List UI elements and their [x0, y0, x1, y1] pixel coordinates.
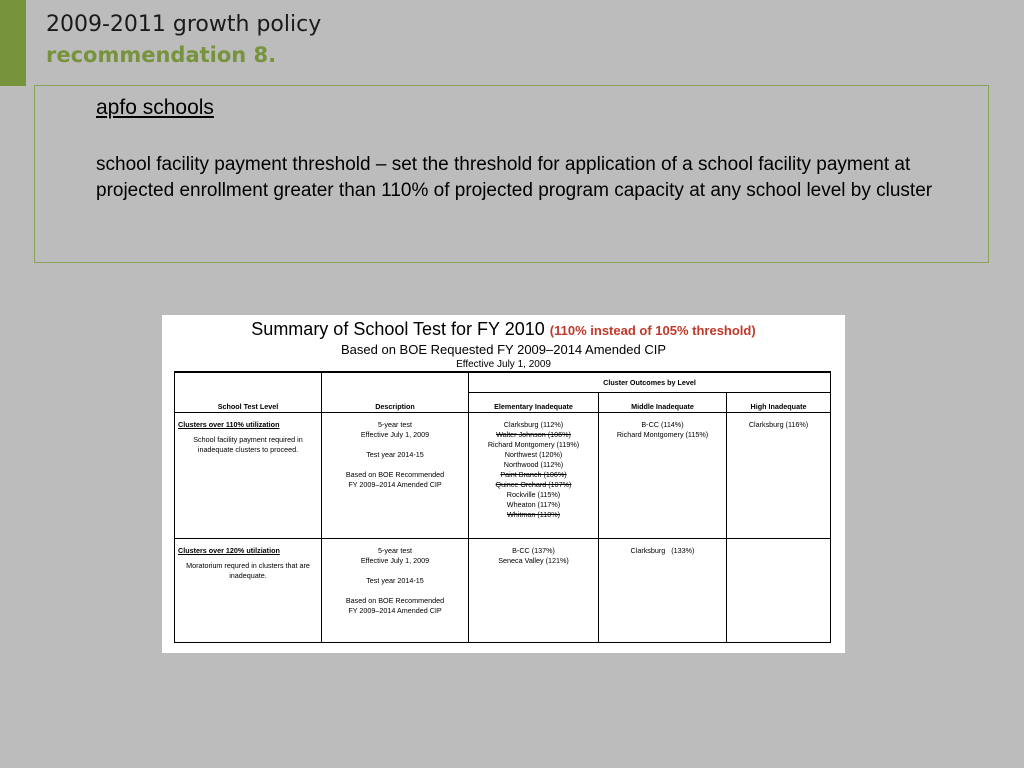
cluster-item: Clarksburg (116%)	[748, 419, 809, 429]
header-elementary: Elementary Inadequate	[469, 392, 599, 412]
middle-cell	[599, 538, 727, 642]
accent-bar	[0, 0, 26, 86]
title-line-1: 2009-2011 growth policy	[46, 12, 322, 37]
title-line-2: recommendation 8.	[46, 43, 277, 67]
table-row	[175, 538, 831, 642]
cluster-item: B-CC (137%)	[512, 545, 555, 555]
cluster-item-struck: Walter Johnson (106%)	[496, 429, 571, 439]
cluster-item: B-CC (114%)	[641, 419, 684, 429]
content-box	[34, 85, 989, 263]
high-cell	[727, 538, 831, 642]
threshold-note: (110% instead of 105% threshold)	[549, 323, 756, 338]
desc-year: Test year 2014-15	[366, 575, 424, 585]
desc-basis-2: FY 2009–2014 Amended CIP	[348, 605, 442, 615]
desc-test: 5-year test	[378, 545, 412, 555]
middle-cell	[599, 412, 727, 538]
description-cell	[322, 538, 469, 642]
summary-effective-date: Effective July 1, 2009	[456, 359, 551, 370]
cluster-item: Clarksburg (133%)	[630, 545, 695, 555]
cluster-item: Richard Montgomery (115%)	[616, 429, 709, 439]
elementary-cell	[469, 412, 599, 538]
cluster-item: Seneca Valley (121%)	[498, 555, 569, 565]
cluster-item: Northwest (120%)	[504, 449, 563, 459]
desc-basis-1: Based on BOE Recommended	[345, 595, 445, 605]
desc-year: Test year 2014-15	[366, 449, 424, 459]
cluster-item: Richard Montgomery (119%)	[487, 439, 580, 449]
cluster-item-struck: Whitman (110%)	[507, 509, 560, 519]
level-note: School facility payment required in inadequate clusters to proceed.	[193, 434, 303, 454]
content-heading: apfo schools	[96, 96, 214, 119]
level-title: Clusters over 120% utilziation	[178, 545, 280, 555]
cluster-item: Clarksburg (112%)	[503, 419, 564, 429]
cluster-item: Wheaton (117%)	[506, 499, 561, 509]
content-body: school facility payment threshold – set the threshold for application of a school facility payment at projected enrollment greater than 110% of projected program capacity at any school level by cluster	[96, 154, 933, 201]
header-middle: Middle Inadequate	[599, 392, 727, 412]
level-cell	[175, 538, 322, 642]
level-title: Clusters over 110% utilization	[178, 419, 280, 429]
header-high: High Inadequate	[727, 392, 831, 412]
level-cell	[175, 412, 322, 538]
desc-basis-2: FY 2009–2014 Amended CIP	[348, 479, 442, 489]
description-cell	[322, 412, 469, 538]
desc-effective: Effective July 1, 2009	[360, 429, 430, 439]
cluster-item: Rockville (115%)	[506, 489, 561, 499]
high-cell	[727, 412, 831, 538]
header-level: School Test Level	[175, 372, 322, 412]
level-note: Moratorium requred in clusters that are inadequate.	[186, 560, 310, 580]
school-test-summary	[162, 315, 845, 653]
cluster-item-struck: Paint Branch (106%)	[500, 469, 567, 479]
elementary-cell	[469, 538, 599, 642]
table-row	[175, 412, 831, 538]
header-description: Description	[322, 372, 469, 412]
cluster-item: Northwood (112%)	[503, 459, 564, 469]
summary-title	[162, 319, 845, 340]
desc-effective: Effective July 1, 2009	[360, 555, 430, 565]
desc-test: 5-year test	[378, 419, 412, 429]
slide-title	[46, 9, 321, 71]
summary-table	[174, 371, 831, 643]
summary-title-text: Summary of School Test for FY 2010	[251, 319, 545, 339]
cluster-item-struck: Quince Orchard (107%)	[495, 479, 572, 489]
desc-basis-1: Based on BOE Recommended	[345, 469, 445, 479]
summary-subtitle: Based on BOE Requested FY 2009–2014 Amended CIP	[341, 342, 666, 357]
header-cluster-outcomes: Cluster Outcomes by Level	[469, 372, 831, 392]
